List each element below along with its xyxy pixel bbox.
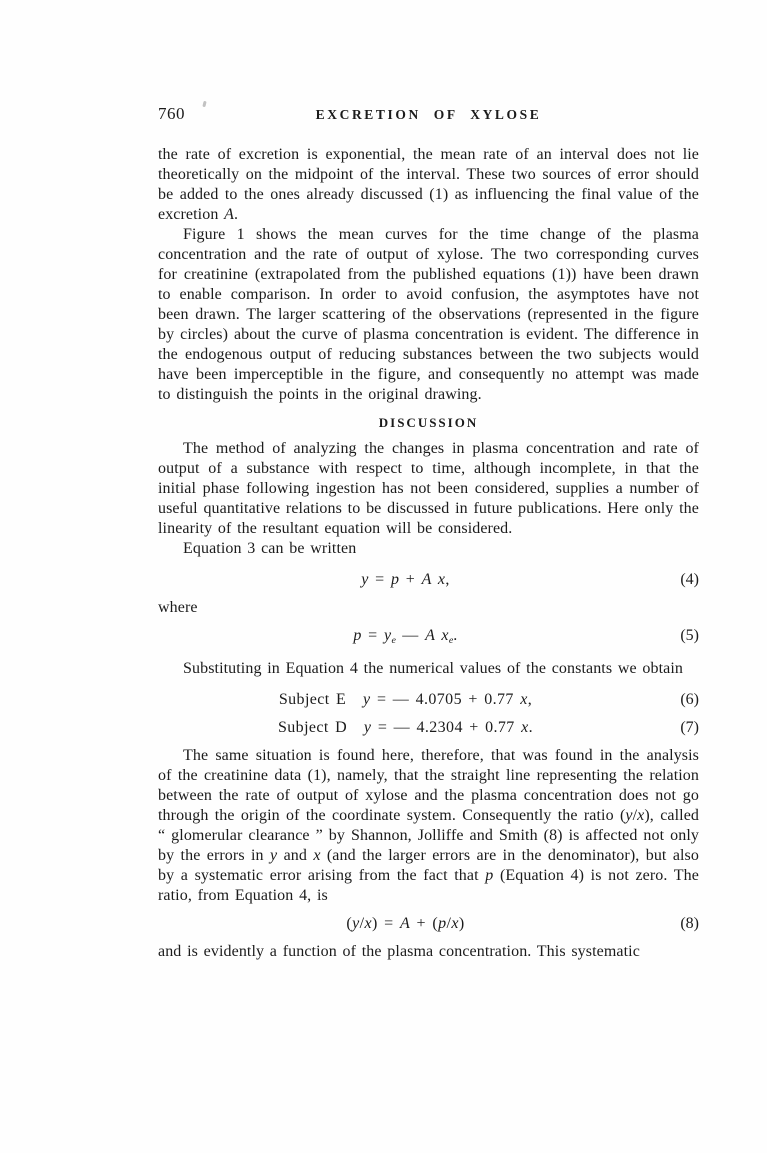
paragraph-equation3-intro: Equation 3 can be written [183,540,357,557]
equation-8-number: (8) [680,914,699,932]
paragraph-where: where [158,599,198,616]
equation-5-number: (5) [680,627,699,644]
section-heading-discussion: DISCUSSION [378,415,479,430]
equation-4 [158,570,699,590]
equation-7-number: (7) [680,718,699,736]
equation-7 [158,718,699,738]
equation-6-body: Subject E y = — 4.0705 + 0.77 x, [278,690,533,708]
paragraph-substituting: Substituting in Equation 4 the numerical values of the constants we obtain [183,659,684,677]
equation-4-body: y = p + A x, [361,571,450,588]
equation-6-number: (6) [680,690,699,708]
text-column [158,104,699,962]
paragraph-figure1: Figure 1 shows the mean curves for the time change of the plasma concentration and the rate of output of xylose. The two corresponding curves for creatinine (extrapolated from the published equations (1)) have been drawn to enable comparison. In order to avoid confusion, the asymptotes have not been drawn. The larger scattering of the observations (represented in the figure by circles) about the curve of plasma concentration is evident. The difference in the endogenous output of reducing substances between the two subjects would have been imperceptible in the figure, and consequently no attempt was made to distinguish the points in the original drawing. [158,226,699,403]
running-title: EXCRETION OF XYLOSE [315,107,542,122]
equation-7-body: Subject D y = — 4.2304 + 0.77 x. [277,718,534,736]
page-number: 760 [158,104,185,123]
equation-5 [158,626,699,651]
equation-6 [158,690,699,710]
equation-8-body: (y/x) = A + (p/x) [346,914,465,932]
running-head [158,104,699,124]
paragraph-closing: and is evidently a function of the plasma concentration. This systematic [158,942,640,960]
equation-5-body: p = ye — A xe. [353,627,458,646]
paragraph-continuation: the rate of excretion is exponential, the mean rate of an interval does not lie theoretically on the midpoint of the interval. These two sources of error should be added to the ones already discussed (1) as influencing the final value of the excretion A. [158,146,699,223]
paragraph-same-situation: The same situation is found here, therefore, that was found in the analysis of the creatinine data (1), namely, that the straight line representing the relation between the rate of output of xylose and the plasma concentration does not go through the origin of the coordinate system. Consequently the ratio (y/x), called “ glomerular clearance ” by Shannon, Jolliffe and Smith (8) is affected not only by the errors in y and x (and the larger errors are in the denominator), but also by a systematic error arising from the fact that p (Equation 4) is not zero. The ratio, from Equation 4, is [158,746,699,904]
equation-8 [158,914,699,934]
paragraph-method: The method of analyzing the changes in plasma concentration and rate of output of a substance with respect to time, although incomplete, in that the initial phase following ingestion has not been considered, supplies a number of useful quantitative relations to be discussed in future publications. Here only the linearity of the resultant equation will be considered. [158,440,699,537]
equation-4-number: (4) [680,571,699,588]
